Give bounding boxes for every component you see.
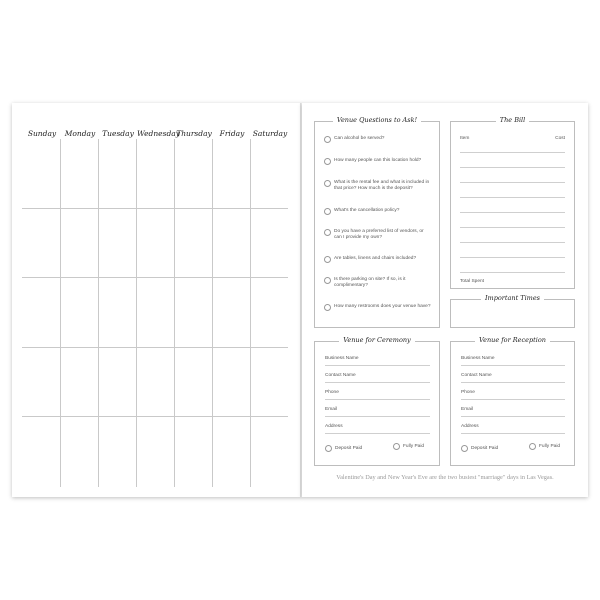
important-times-box[interactable] bbox=[450, 294, 575, 328]
bill-item-header: Item bbox=[460, 136, 470, 141]
day-header-wednesday: Wednesday bbox=[137, 129, 180, 138]
question-item[interactable]: What is the rental fee and what is included in that price? How much is the deposit? bbox=[324, 180, 431, 192]
bill-line[interactable] bbox=[460, 197, 565, 198]
fun-fact-text: Valentine's Day and New Year's Eve are the two busiest "marriage" days in Las Vegas. bbox=[336, 474, 554, 481]
ceremony-phone-label: Phone bbox=[325, 390, 339, 395]
bill-line[interactable] bbox=[460, 167, 565, 168]
reception-venue-box bbox=[450, 336, 575, 466]
calendar-row-line bbox=[22, 208, 288, 209]
venue-questions-title: Venue Questions to Ask! bbox=[333, 116, 421, 124]
reception-business-name-line[interactable] bbox=[461, 365, 565, 366]
reception-email-label: Email bbox=[461, 407, 473, 412]
day-header-sunday: Sunday bbox=[27, 129, 57, 138]
ceremony-fully-paid-label: Fully Paid bbox=[403, 444, 425, 449]
bill-line[interactable] bbox=[460, 152, 565, 153]
ceremony-contact-name-label: Contact Name bbox=[325, 373, 356, 378]
ceremony-address-label: Address bbox=[325, 424, 343, 429]
question-item[interactable]: Are tables, linens and chairs included? bbox=[324, 256, 431, 262]
calendar-row-line bbox=[22, 416, 288, 417]
important-times-title: Important Times bbox=[481, 294, 544, 302]
bill-line[interactable] bbox=[460, 212, 565, 213]
fully-paid-checkbox-icon[interactable] bbox=[529, 443, 536, 450]
ceremony-venue-box bbox=[314, 336, 440, 466]
question-item[interactable]: What's the cancellation policy? bbox=[324, 208, 431, 214]
deposit-paid-checkbox-icon[interactable] bbox=[461, 445, 468, 452]
calendar-page bbox=[12, 103, 302, 497]
bill-title: The Bill bbox=[496, 116, 529, 124]
reception-contact-name-line[interactable] bbox=[461, 382, 565, 383]
ceremony-email-label: Email bbox=[325, 407, 337, 412]
calendar-row-line bbox=[22, 347, 288, 348]
bill-cost-header: Cost bbox=[555, 136, 565, 141]
day-header-friday: Friday bbox=[219, 129, 245, 138]
reception-phone-label: Phone bbox=[461, 390, 475, 395]
calendar-column-line bbox=[250, 139, 251, 487]
ceremony-venue-title: Venue for Ceremony bbox=[339, 336, 414, 344]
ceremony-email-line[interactable] bbox=[325, 416, 430, 417]
day-header-monday: Monday bbox=[64, 129, 96, 138]
reception-deposit-label: Deposit Paid bbox=[471, 446, 499, 451]
ceremony-phone-line[interactable] bbox=[325, 399, 430, 400]
ceremony-business-name-label: Business Name bbox=[325, 356, 359, 361]
calendar-column-line bbox=[212, 139, 213, 487]
reception-contact-name-label: Contact Name bbox=[461, 373, 492, 378]
question-item[interactable]: Can alcohol be served? bbox=[324, 136, 431, 142]
checkbox-circle-icon[interactable] bbox=[324, 208, 331, 215]
bill-line[interactable] bbox=[460, 227, 565, 228]
reception-address-label: Address bbox=[461, 424, 479, 429]
bill-line[interactable] bbox=[460, 242, 565, 243]
calendar-column-line bbox=[136, 139, 137, 487]
bill-line[interactable] bbox=[460, 182, 565, 183]
checkbox-circle-icon[interactable] bbox=[324, 136, 331, 143]
checkbox-circle-icon[interactable] bbox=[324, 256, 331, 263]
calendar-column-line bbox=[174, 139, 175, 487]
bill-line[interactable] bbox=[460, 272, 565, 273]
reception-business-name-label: Business Name bbox=[461, 356, 495, 361]
venue-planner-page bbox=[302, 103, 588, 497]
checkbox-circle-icon[interactable] bbox=[324, 277, 331, 284]
fully-paid-checkbox-icon[interactable] bbox=[393, 443, 400, 450]
calendar-column-line bbox=[98, 139, 99, 487]
ceremony-contact-name-line[interactable] bbox=[325, 382, 430, 383]
day-header-thursday: Thursday bbox=[176, 129, 212, 138]
calendar-column-line bbox=[60, 139, 61, 487]
reception-email-line[interactable] bbox=[461, 416, 565, 417]
day-header-tuesday: Tuesday bbox=[102, 129, 134, 138]
checkbox-circle-icon[interactable] bbox=[324, 229, 331, 236]
question-item[interactable]: How many people can this location hold? bbox=[324, 158, 431, 164]
reception-phone-line[interactable] bbox=[461, 399, 565, 400]
ceremony-address-line[interactable] bbox=[325, 433, 430, 434]
ceremony-deposit-label: Deposit Paid bbox=[335, 446, 363, 451]
day-header-saturday: Saturday bbox=[252, 129, 288, 138]
bill-box bbox=[450, 116, 575, 289]
question-item[interactable]: Do you have a preferred list of vendors, or can I provide my own? bbox=[324, 229, 431, 241]
reception-venue-title: Venue for Reception bbox=[475, 336, 550, 344]
checkbox-circle-icon[interactable] bbox=[324, 180, 331, 187]
venue-questions-box bbox=[314, 116, 440, 328]
deposit-paid-checkbox-icon[interactable] bbox=[325, 445, 332, 452]
question-item[interactable]: Is there parking on site? If so, is it complimentary? bbox=[324, 277, 431, 289]
question-item[interactable]: How many restrooms does your venue have? bbox=[324, 304, 431, 310]
bill-line[interactable] bbox=[460, 257, 565, 258]
ceremony-business-name-line[interactable] bbox=[325, 365, 430, 366]
calendar-row-line bbox=[22, 277, 288, 278]
checkbox-circle-icon[interactable] bbox=[324, 158, 331, 165]
reception-fully-paid-label: Fully Paid bbox=[539, 444, 561, 449]
reception-address-line[interactable] bbox=[461, 433, 565, 434]
bill-total-label: Total Spent bbox=[460, 279, 485, 284]
checkbox-circle-icon[interactable] bbox=[324, 304, 331, 311]
